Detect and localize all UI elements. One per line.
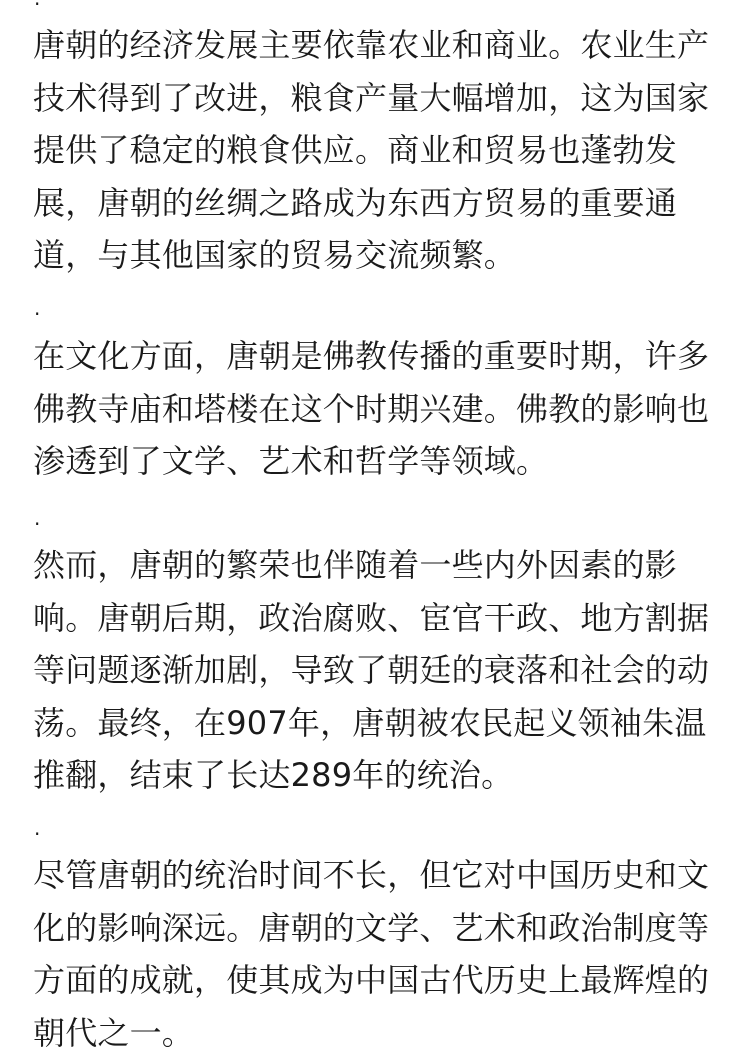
- paragraph-legacy: 尽管唐朝的统治时间不长，但它对中国历史和文化的影响深远。唐朝的文学、艺术和政治制度等方面的成就，使其成为中国古代历史上最辉煌的朝代之一。: [33, 856, 710, 1052]
- top-separator-dot: [34, 0, 40, 8]
- paragraph-separator-dot: .: [34, 296, 41, 320]
- paragraph-culture: 在文化方面，唐朝是佛教传播的重要时期，许多佛教寺庙和塔楼在这个时期兴建。佛教的影响也渗透到了文学、艺术和哲学等领域。: [33, 337, 710, 480]
- paragraph-separator-dot: .: [34, 506, 41, 530]
- paragraph-economy: 唐朝的经济发展主要依靠农业和商业。农业生产技术得到了改进，粮食产量大幅增加，这为国家提供了稳定的粮食供应。商业和贸易也蓬勃发展，唐朝的丝绸之路成为东西方贸易的重要通道，与其他国家的贸易交流频繁。: [33, 26, 710, 274]
- paragraph-separator-dot: .: [34, 816, 41, 840]
- paragraph-decline: 然而，唐朝的繁荣也伴随着一些内外因素的影响。唐朝后期，政治腐败、宦官干政、地方割据等问题逐渐加剧，导致了朝廷的衰落和社会的动荡。最终，在907年，唐朝被农民起义领袖朱温推翻，结束了长达289年的统治。: [33, 546, 710, 794]
